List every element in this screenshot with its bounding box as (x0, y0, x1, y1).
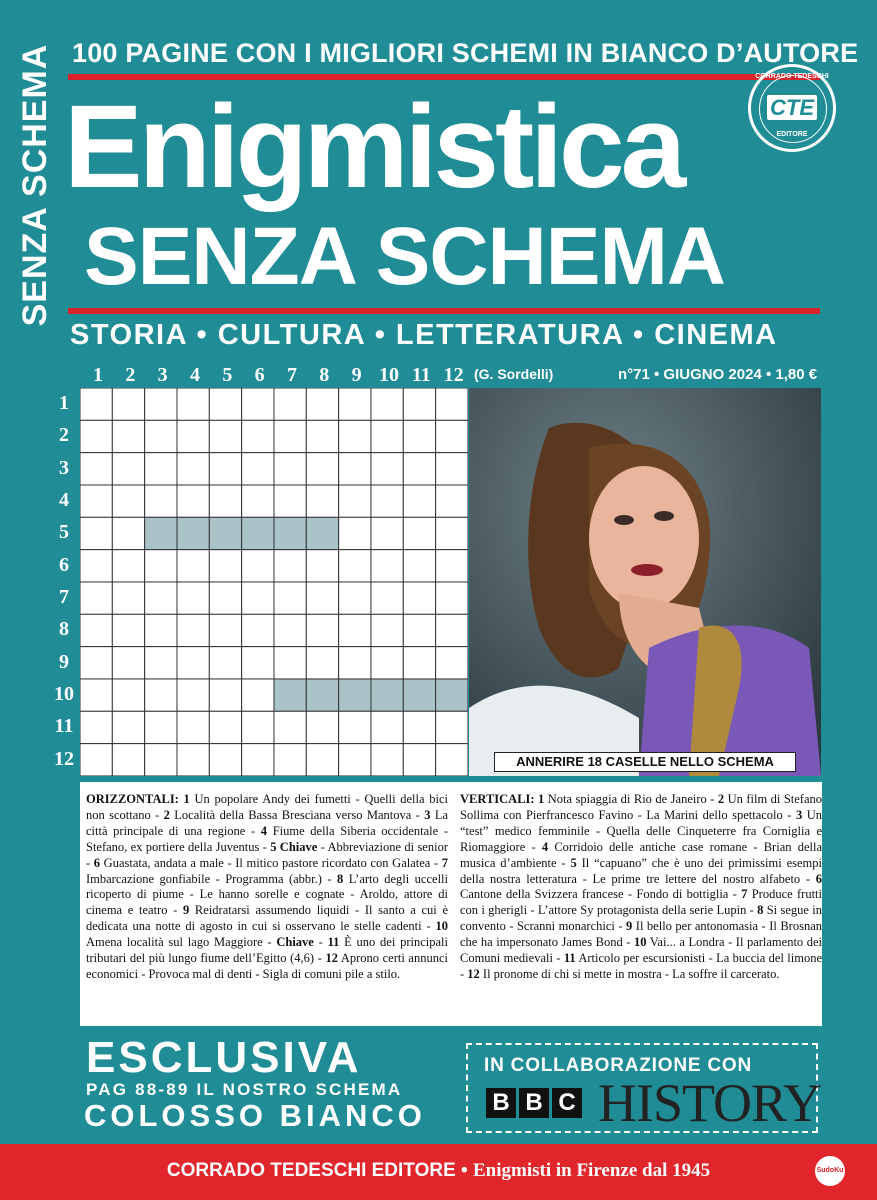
grid-cell[interactable] (339, 647, 371, 679)
column-number: 3 (157, 364, 168, 386)
grid-cell[interactable] (112, 485, 144, 517)
grid-cell[interactable] (403, 517, 435, 549)
column-number: 2 (125, 364, 136, 386)
clue-text: Corridoio delle antiche case romane - Brian della musica d’ambiente - (460, 839, 822, 870)
clue-text: Guastata, andata a male - Il mitico pastore ricordato con Galatea - (100, 855, 442, 870)
grid-cell[interactable] (371, 647, 403, 679)
grid-cell[interactable] (339, 485, 371, 517)
grid-cell-shaded[interactable] (436, 679, 468, 711)
grid-cell[interactable] (80, 388, 112, 420)
grid-cell[interactable] (371, 711, 403, 743)
bbc-logo (486, 1088, 585, 1118)
clue-text: Nota spiaggia di Rio de Janeiro - (544, 792, 718, 806)
grid-cell[interactable] (242, 485, 274, 517)
grid-cell[interactable] (436, 453, 468, 485)
grid-cell[interactable] (339, 517, 371, 549)
clue-number: 6 (93, 855, 101, 870)
footer-tagline: Enigmisti in Firenze dal 1945 (472, 1160, 711, 1181)
footer-text (0, 1160, 877, 1182)
grid-cell-shaded[interactable] (145, 517, 177, 549)
row-number: 12 (54, 747, 74, 770)
clue-number: 4 (541, 839, 549, 854)
clue-text: Si segue in convento - Scranni monarchici - (460, 903, 822, 934)
crossword-grid (80, 388, 468, 776)
grid-cell[interactable] (436, 388, 468, 420)
grid-cell[interactable] (306, 582, 338, 614)
column-numbers (82, 364, 472, 386)
grid-cell[interactable] (371, 485, 403, 517)
grid-cell[interactable] (145, 744, 177, 776)
clues-down (460, 792, 822, 983)
grid-cell[interactable] (403, 388, 435, 420)
clue-number: 11 (327, 935, 340, 950)
column-number: 11 (411, 364, 431, 386)
row-number: 5 (59, 521, 69, 544)
column-number: 6 (254, 364, 265, 386)
grid-cell[interactable] (306, 711, 338, 743)
column-number: 12 (443, 364, 464, 386)
clue-text: Produce frutti con i gherigli - L’attore Sy protagonista della serie Lupin - (460, 887, 822, 918)
sudoku-badge: SudoKu (815, 1156, 845, 1186)
grid-cell[interactable] (339, 614, 371, 646)
grid-cell[interactable] (145, 582, 177, 614)
grid-cell[interactable] (371, 582, 403, 614)
clue-number: 9 (626, 919, 633, 934)
clue-text: Un film di Stefano Sollima con Pierfrancesco Favino - La Marini dello spettacolo - (460, 792, 823, 822)
clue-text: È uno dei principali tributari del più lungo fiume dell’Egitto (4,6) - (86, 935, 448, 966)
grid-cell[interactable] (339, 420, 371, 452)
grid-cell[interactable] (177, 485, 209, 517)
footer-publisher: CORRADO TEDESCHI EDITORE (166, 1160, 456, 1181)
cover-photo (469, 388, 821, 776)
issue-info: n°71 • GIUGNO 2024 • 1,80 € (618, 366, 818, 383)
grid-cell[interactable] (306, 453, 338, 485)
collaboration-label: IN COLLABORAZIONE CON (484, 1055, 753, 1076)
clues-panel (80, 782, 822, 1026)
grid-cell-shaded[interactable] (339, 679, 371, 711)
grid-cell[interactable] (80, 420, 112, 452)
row-number: 4 (59, 488, 69, 511)
column-number: 7 (286, 364, 297, 386)
grid-cell-shaded[interactable] (371, 679, 403, 711)
row-number: 2 (59, 424, 69, 447)
grid-cell[interactable] (145, 550, 177, 582)
grid-cell[interactable] (274, 388, 306, 420)
grid-cell[interactable] (209, 550, 241, 582)
clue-text: - (313, 935, 328, 950)
row-number: 7 (59, 585, 69, 608)
grid-cell[interactable] (306, 388, 338, 420)
grid-cell[interactable] (306, 550, 338, 582)
grid-cell[interactable] (306, 647, 338, 679)
clue-text: La città principale di una regione - (86, 807, 449, 838)
grid-cell[interactable] (80, 550, 112, 582)
grid-cell[interactable] (177, 647, 209, 679)
clue-text: Il “capuano” che è uno dei primissimi esempi della nostra letteratura - Le prime tre lettere del nostro alfabeto - (460, 855, 822, 886)
grid-cell[interactable] (177, 582, 209, 614)
grid-cell[interactable] (145, 614, 177, 646)
grid-cell[interactable] (112, 453, 144, 485)
grid-cell[interactable] (209, 453, 241, 485)
grid-cell[interactable] (403, 420, 435, 452)
row-numbers (48, 388, 80, 778)
clue-text: Località della Bassa Bresciana verso Mantova - (169, 807, 425, 822)
grid-cell-shaded[interactable] (242, 517, 274, 549)
clue-number: 12 (467, 966, 480, 981)
grid-cell[interactable] (209, 582, 241, 614)
column-number: 10 (378, 364, 399, 386)
magazine-title: Enigmistica (64, 81, 683, 213)
grid-cell[interactable] (209, 614, 241, 646)
clue-text: Un popolare Andy dei fumetti - Quelli della bici non scottano - (86, 792, 448, 822)
grid-cell[interactable] (403, 582, 435, 614)
grid-cell[interactable] (403, 647, 435, 679)
grid-cell[interactable] (112, 744, 144, 776)
clue-text: Aprono certi annunci economici - Provoca mal di denti - Sigla di comuni pile a stilo. (86, 951, 448, 981)
column-number: 8 (319, 364, 330, 386)
red-rule-top (68, 74, 820, 80)
grid-cell[interactable] (209, 420, 241, 452)
clue-text: L’arto degli uccelli ricoperto di piume - Le hanno sorelle e cognate - Aroldo, attore di cinema e teatro - (86, 871, 448, 918)
row-number: 10 (54, 682, 74, 705)
clue-number: 3 (424, 807, 431, 822)
grid-cell[interactable] (371, 388, 403, 420)
grid-cell[interactable] (403, 453, 435, 485)
grid-cell-shaded[interactable] (209, 517, 241, 549)
clue-number: 5 Chiave (270, 839, 318, 854)
grid-cell[interactable] (371, 517, 403, 549)
promo-line: PAG 88-89 IL NOSTRO SCHEMA (86, 1080, 403, 1099)
magazine-subtitle: SENZA SCHEMA (84, 211, 725, 302)
clues-across (86, 792, 448, 983)
grid-cell[interactable] (177, 388, 209, 420)
grid-cell[interactable] (274, 485, 306, 517)
grid-cell[interactable] (339, 744, 371, 776)
clue-text: Cantone della Svizzera francese - Fondo di bottiglia - (460, 887, 742, 902)
grid-cell[interactable] (177, 614, 209, 646)
promo-title: ESCLUSIVA (86, 1033, 362, 1082)
grid-cell[interactable] (436, 711, 468, 743)
clue-number: 2 (717, 792, 725, 806)
row-number: 3 (59, 456, 69, 479)
grid-cell[interactable] (209, 711, 241, 743)
author-credit: (G. Sordelli) (474, 366, 554, 382)
clue-text: Articolo per escursionisti - La buccia del limone - (460, 951, 823, 981)
grid-cell[interactable] (339, 550, 371, 582)
grid-cell[interactable] (274, 614, 306, 646)
grid-cell[interactable] (242, 614, 274, 646)
promo-subtitle: COLOSSO BIANCO (84, 1098, 426, 1133)
bbc-letter: C (552, 1088, 582, 1118)
grid-cell[interactable] (242, 647, 274, 679)
top-headline: 100 PAGINE CON I MIGLIORI SCHEMI IN BIANCO D’AUTORE (72, 38, 859, 68)
grid-cell[interactable] (145, 453, 177, 485)
clue-number: 5 (570, 855, 577, 870)
grid-cell[interactable] (242, 582, 274, 614)
grid-cell[interactable] (112, 614, 144, 646)
grid-cell[interactable] (371, 744, 403, 776)
clue-number: 4 (260, 823, 268, 838)
crossword-grid-svg (80, 388, 468, 776)
grid-cell[interactable] (274, 453, 306, 485)
grid-cell[interactable] (274, 711, 306, 743)
clue-number: 1 (534, 792, 545, 806)
clue-number: 8 (757, 903, 764, 918)
grid-cell[interactable] (80, 453, 112, 485)
grid-cell[interactable] (403, 550, 435, 582)
logo-ring-top: CORRADO TEDESCHI (755, 73, 829, 80)
clue-number: 10 (435, 919, 448, 934)
grid-cell[interactable] (371, 614, 403, 646)
clue-text: Il bello per antonomasia - Il Brosnan che ha impersonato James Bond - (460, 919, 822, 950)
grid-cell[interactable] (436, 550, 468, 582)
grid-cell[interactable] (177, 711, 209, 743)
clue-text: - Abbreviazione di senior - (86, 839, 448, 870)
column-number: 9 (351, 364, 362, 386)
grid-cell[interactable] (112, 711, 144, 743)
grid-cell[interactable] (436, 485, 468, 517)
grid-cell[interactable] (242, 744, 274, 776)
clue-text: Fiume della Siberia occidentale - Stefano, ex portiere della Juventus - (86, 823, 449, 854)
column-number: 1 (93, 364, 103, 386)
grid-cell[interactable] (112, 550, 144, 582)
clue-number: Chiave (276, 935, 314, 950)
grid-cell[interactable] (80, 647, 112, 679)
grid-cell[interactable] (177, 550, 209, 582)
grid-cell[interactable] (436, 744, 468, 776)
footer-separator: • (461, 1160, 468, 1181)
clue-number: 9 (183, 903, 190, 918)
grid-cell[interactable] (306, 485, 338, 517)
grid-cell[interactable] (80, 711, 112, 743)
grid-cell[interactable] (403, 614, 435, 646)
clue-number: 6 (815, 871, 822, 886)
grid-cell[interactable] (145, 679, 177, 711)
clue-text: Imbarcazione gonfiabile - Programma (abbr.) - (86, 871, 337, 886)
grid-cell[interactable] (209, 647, 241, 679)
grid-cell[interactable] (403, 485, 435, 517)
row-number: 6 (59, 553, 69, 576)
grid-cell[interactable] (112, 679, 144, 711)
grid-cell-shaded[interactable] (306, 517, 338, 549)
grid-cell[interactable] (80, 582, 112, 614)
row-number: 8 (59, 618, 69, 641)
grid-cell[interactable] (274, 647, 306, 679)
grid-cell[interactable] (436, 420, 468, 452)
clue-text: Reidratarsi assumendo liquidi - Il santo a cui è dedicata una notte di agosto in cui si osservano le stelle cadenti - (86, 903, 448, 934)
grid-cell[interactable] (80, 744, 112, 776)
grid-cell[interactable] (177, 679, 209, 711)
grid-cell[interactable] (274, 744, 306, 776)
grid-cell[interactable] (339, 582, 371, 614)
grid-cell[interactable] (145, 711, 177, 743)
grid-cell[interactable] (145, 485, 177, 517)
grid-cell-shaded[interactable] (177, 517, 209, 549)
clue-number: 1 (178, 792, 190, 806)
grid-cell[interactable] (274, 582, 306, 614)
grid-cell[interactable] (306, 420, 338, 452)
row-number: 9 (59, 650, 69, 673)
grid-cell[interactable] (209, 744, 241, 776)
grid-cell[interactable] (306, 614, 338, 646)
side-title: SENZA SCHEMA (16, 43, 54, 327)
clue-number: 12 (325, 951, 338, 966)
grid-cell-shaded[interactable] (306, 679, 338, 711)
grid-cell[interactable] (242, 550, 274, 582)
history-logo: HISTORY (598, 1073, 822, 1133)
clue-number: 8 (337, 871, 344, 886)
grid-cell[interactable] (112, 517, 144, 549)
grid-cell[interactable] (371, 550, 403, 582)
grid-cell[interactable] (339, 388, 371, 420)
red-rule-bottom (68, 308, 820, 314)
photo-caption: ANNERIRE 18 CASELLE NELLO SCHEMA (494, 752, 796, 772)
grid-cell[interactable] (177, 453, 209, 485)
tagline: STORIA • CULTURA • LETTERATURA • CINEMA (70, 319, 778, 351)
grid-cell[interactable] (403, 744, 435, 776)
clue-text: Amena località sul lago Maggiore - (86, 935, 277, 950)
grid-cell[interactable] (403, 711, 435, 743)
grid-cell[interactable] (242, 388, 274, 420)
grid-cell[interactable] (80, 517, 112, 549)
grid-cell[interactable] (177, 744, 209, 776)
clues-heading: ORIZZONTALI: (86, 792, 179, 806)
grid-cell[interactable] (80, 679, 112, 711)
grid-cell-shaded[interactable] (274, 517, 306, 549)
grid-cell[interactable] (145, 388, 177, 420)
logo-mark: CTE (767, 95, 817, 120)
clue-number: 7 (741, 887, 748, 902)
grid-cell[interactable] (306, 744, 338, 776)
grid-cell[interactable] (274, 550, 306, 582)
grid-cell[interactable] (145, 647, 177, 679)
grid-cell[interactable] (209, 388, 241, 420)
grid-cell[interactable] (112, 647, 144, 679)
clue-number: 2 (163, 807, 170, 822)
grid-cell[interactable] (209, 679, 241, 711)
row-number: 11 (54, 715, 74, 738)
clues-heading: VERTICALI: (460, 792, 535, 806)
grid-cell[interactable] (242, 420, 274, 452)
bbc-letter: B (519, 1088, 549, 1118)
grid-cell[interactable] (177, 420, 209, 452)
column-number: 4 (189, 364, 200, 386)
grid-cell[interactable] (436, 614, 468, 646)
clue-text: Vai... a Londra - Il parlamento dei Comuni medievali - (460, 935, 822, 966)
grid-cell[interactable] (112, 582, 144, 614)
clue-text: Un “test” medico femminile - Quella delle Cinqueterre fra Corniglia e Riomaggiore - (460, 807, 822, 854)
grid-cell[interactable] (242, 711, 274, 743)
clue-number: 10 (633, 935, 647, 950)
grid-cell[interactable] (112, 420, 144, 452)
row-number: 1 (59, 392, 69, 414)
bbc-letter: B (486, 1088, 516, 1118)
logo-ring-bottom: EDITORE (776, 131, 808, 138)
grid-cell[interactable] (209, 485, 241, 517)
grid-cell[interactable] (112, 388, 144, 420)
grid-cell[interactable] (371, 453, 403, 485)
grid-cell[interactable] (80, 485, 112, 517)
column-number: 5 (222, 364, 233, 386)
clue-number: 3 (795, 807, 803, 822)
grid-cell[interactable] (371, 420, 403, 452)
grid-cell[interactable] (242, 679, 274, 711)
grid-cell[interactable] (436, 647, 468, 679)
grid-cell[interactable] (339, 711, 371, 743)
grid-cell[interactable] (145, 420, 177, 452)
clue-number: 11 (563, 951, 576, 966)
grid-cell[interactable] (339, 453, 371, 485)
grid-cell[interactable] (436, 517, 468, 549)
grid-cell-shaded[interactable] (403, 679, 435, 711)
grid-cell[interactable] (80, 614, 112, 646)
clue-text: Il pronome di chi si mette in mostra - La soffre il carcerato. (479, 966, 780, 981)
grid-cell[interactable] (274, 420, 306, 452)
grid-cell[interactable] (436, 582, 468, 614)
grid-cell[interactable] (242, 453, 274, 485)
grid-cell-shaded[interactable] (274, 679, 306, 711)
clue-number: 7 (441, 855, 448, 870)
